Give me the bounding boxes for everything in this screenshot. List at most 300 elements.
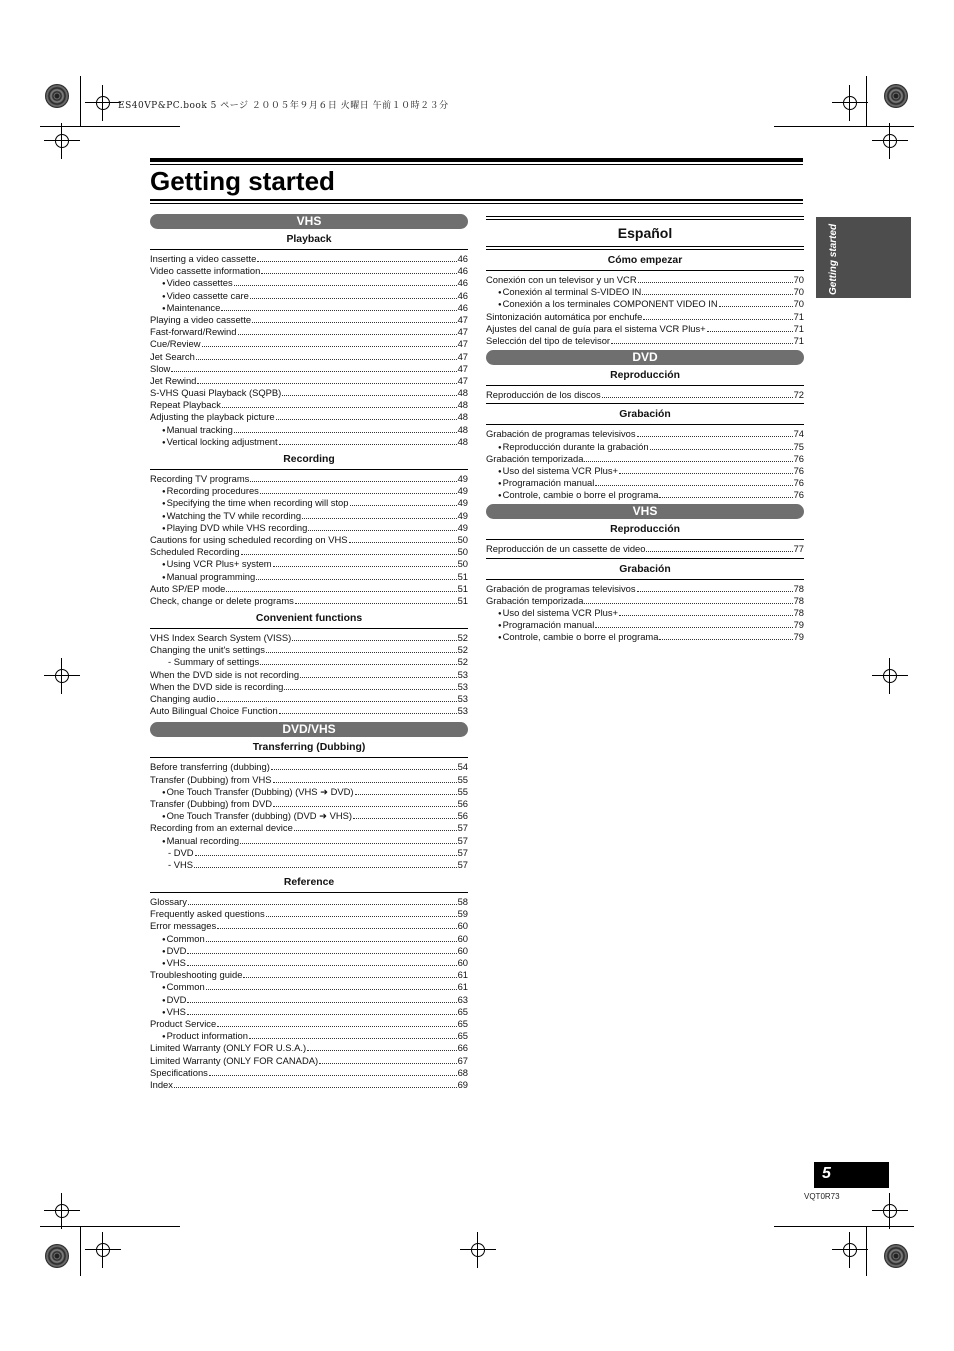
leader-dots — [638, 282, 793, 283]
toc-entry-page: 50 — [457, 533, 468, 545]
toc-entry — [150, 669, 468, 681]
toc-entry — [150, 632, 468, 644]
toc-entry-text: Product Service — [150, 1017, 217, 1029]
leader-dots — [273, 806, 456, 807]
toc-entry-page: 66 — [457, 1042, 468, 1054]
toc-english — [150, 214, 468, 1091]
leader-dots — [250, 481, 456, 482]
toc-entry — [150, 510, 468, 522]
toc-entry-page: 67 — [457, 1054, 468, 1066]
toc-entry-text: ● Playing DVD while VHS recording — [162, 522, 307, 535]
crop-mark — [866, 1226, 867, 1276]
toc-entry-page: 61 — [457, 981, 468, 993]
toc-entry-text: ● Reproducción durante la grabación — [498, 441, 649, 454]
toc-entry-page: 52 — [457, 656, 468, 668]
leader-dots — [302, 518, 456, 519]
toc-entry — [150, 1030, 468, 1042]
toc-entry — [150, 656, 468, 668]
leader-dots — [188, 904, 457, 905]
toc-entry — [486, 441, 804, 453]
toc-entry-page: 76 — [793, 452, 804, 464]
toc-entry-text: VHS Index Search System (VISS) — [150, 632, 292, 644]
toc-entry-page: 71 — [793, 334, 804, 346]
toc-entry — [150, 1006, 468, 1018]
subhead-convenient-functions: Convenient functions — [150, 612, 468, 629]
toc-entry — [150, 253, 468, 265]
toc-entry-text: ● Common — [162, 933, 205, 946]
leader-dots — [307, 1050, 456, 1051]
toc-entry-page: 50 — [457, 558, 468, 570]
leader-dots — [659, 497, 792, 498]
title-rule — [150, 203, 803, 204]
toc-entry-page: 65 — [457, 1017, 468, 1029]
page-number: 5 — [822, 1165, 831, 1182]
leader-dots — [584, 603, 792, 604]
toc-entry-page: 51 — [457, 570, 468, 582]
toc-entry-text: ● DVD — [162, 994, 186, 1007]
leader-dots — [637, 591, 793, 592]
crosshair-icon — [872, 658, 908, 694]
leader-dots — [260, 493, 457, 494]
toc-entry-text: ● One Touch Transfer (dubbing) (DVD ➜ VHS) — [162, 810, 352, 823]
toc-entry-text: Specifications — [150, 1066, 208, 1078]
toc-entry — [150, 1055, 468, 1067]
toc-entry-text: Adjusting the playback picture — [150, 411, 275, 423]
toc-entry — [150, 522, 468, 534]
toc-entry-text: ● DVD — [162, 945, 186, 958]
leader-dots — [261, 273, 456, 274]
toc-entry-page: 65 — [457, 1005, 468, 1017]
registration-target-icon — [884, 84, 908, 108]
title-rule — [150, 199, 803, 201]
toc-entry-text: S-VHS Quasi Playback (SQPB) — [150, 387, 282, 399]
toc-entry — [150, 786, 468, 798]
side-tab — [816, 217, 911, 298]
leader-dots — [266, 916, 457, 917]
toc-entry — [150, 847, 468, 859]
toc-entry-page: 77 — [793, 543, 804, 555]
toc-entry-page: 60 — [457, 944, 468, 956]
toc-entry-page: 76 — [793, 477, 804, 489]
toc-entry-page: 49 — [457, 485, 468, 497]
toc-entry-text: Frequently asked questions — [150, 908, 265, 920]
subhead-reproduccion: Reproducción — [486, 369, 804, 386]
leader-dots — [619, 615, 793, 616]
leader-dots — [659, 639, 792, 640]
registration-target-icon — [45, 1244, 69, 1268]
toc-entry-text: Conexión con un televisor y un VCR — [486, 274, 637, 285]
toc-entry — [486, 607, 804, 619]
toc-list — [486, 543, 804, 555]
toc-entry — [486, 631, 804, 643]
toc-entry — [150, 375, 468, 387]
toc-list — [150, 473, 468, 607]
toc-entry-text: ● Maintenance — [162, 302, 220, 315]
section-pill-vhs: VHS — [150, 214, 468, 229]
toc-entry-text: ● Controle, cambie o borre el programa — [498, 489, 658, 502]
leader-dots — [234, 432, 457, 433]
toc-entry-text: Error messages — [150, 920, 217, 932]
toc-entry — [150, 933, 468, 945]
crosshair-icon — [44, 1193, 80, 1229]
toc-entry-text: When the DVD side is recording — [150, 680, 284, 692]
toc-entry-text: Index — [150, 1078, 173, 1090]
toc-entry-page: 60 — [457, 932, 468, 944]
toc-entry-text: Reproducción de un cassette de video — [486, 543, 646, 555]
toc-entry — [150, 338, 468, 350]
toc-entry-page: 65 — [457, 1030, 468, 1042]
leader-dots — [187, 965, 457, 966]
toc-entry — [150, 411, 468, 423]
crop-mark — [774, 126, 914, 127]
toc-entry — [486, 453, 804, 465]
leader-dots — [619, 473, 793, 474]
toc-entry — [486, 619, 804, 631]
spanish-rule — [486, 246, 804, 247]
toc-entry-page: 79 — [793, 631, 804, 643]
document-code: VQT0R73 — [804, 1192, 840, 1201]
toc-entry — [150, 363, 468, 375]
toc-entry-page: 49 — [457, 521, 468, 533]
leader-dots — [646, 551, 792, 552]
toc-list — [150, 253, 468, 448]
toc-entry — [486, 286, 804, 298]
toc-entry-page: 50 — [457, 546, 468, 558]
toc-entry — [486, 298, 804, 310]
leader-dots — [240, 843, 457, 844]
toc-entry-text: Cue/Review — [150, 338, 201, 350]
toc-list — [486, 428, 804, 501]
toc-entry-page: 47 — [457, 362, 468, 374]
toc-entry — [150, 583, 468, 595]
leader-dots — [234, 285, 457, 286]
toc-entry-text: ● Vertical locking adjustment — [162, 436, 278, 449]
crop-mark — [774, 1226, 914, 1227]
leader-dots — [226, 591, 456, 592]
crosshair-icon — [44, 123, 80, 159]
toc-list — [150, 632, 468, 717]
toc-entry-text: Glossary — [150, 896, 187, 908]
leader-dots — [611, 343, 793, 344]
crosshair-icon — [832, 85, 868, 121]
toc-entry-page: 49 — [457, 473, 468, 484]
leader-dots — [266, 652, 457, 653]
toc-entry — [486, 274, 804, 286]
toc-entry-text: Grabación temporizada — [486, 452, 584, 464]
crosshair-icon — [460, 1232, 496, 1268]
crosshair-icon — [44, 658, 80, 694]
leader-dots — [637, 436, 793, 437]
leader-dots — [238, 334, 457, 335]
leader-dots — [257, 261, 456, 262]
toc-entry-page: 51 — [457, 594, 468, 606]
toc-entry-page: 47 — [457, 313, 468, 325]
toc-entry — [150, 399, 468, 411]
crosshair-icon — [872, 1193, 908, 1229]
crosshair-icon — [832, 1232, 868, 1268]
toc-entry — [150, 534, 468, 546]
toc-entry-page: 75 — [793, 440, 804, 452]
toc-entry — [150, 302, 468, 314]
toc-entry — [150, 994, 468, 1006]
leader-dots — [279, 444, 457, 445]
leader-dots — [284, 689, 456, 690]
toc-entry-text: ● Specifying the time when recording will stop — [162, 497, 349, 510]
toc-entry-text: Fast-forward/Rewind — [150, 326, 237, 338]
toc-entry-text: Ajustes del canal de guía para el sistema VCR Plus+ — [486, 322, 706, 334]
crosshair-icon — [85, 85, 121, 121]
toc-entry-text: - Summary of settings — [168, 656, 259, 668]
toc-entry-text: Reproducción de los discos — [486, 389, 601, 401]
toc-entry — [150, 798, 468, 810]
leader-dots — [273, 782, 457, 783]
toc-entry — [486, 323, 804, 335]
toc-entry-page: 74 — [793, 428, 804, 440]
title-rule — [150, 158, 803, 162]
toc-entry — [150, 810, 468, 822]
toc-list — [150, 896, 468, 1091]
toc-entry-text: Playing a video cassette — [150, 313, 252, 325]
toc-entry-page: 72 — [793, 389, 804, 401]
toc-entry — [150, 908, 468, 920]
toc-entry-text: ● Video cassettes — [162, 277, 233, 290]
toc-entry — [150, 473, 468, 485]
toc-entry-page: 57 — [457, 822, 468, 834]
toc-entry-page: 61 — [457, 969, 468, 981]
toc-entry-text: Recording from an external device — [150, 822, 293, 834]
toc-entry-page: 57 — [457, 858, 468, 870]
leader-dots — [195, 855, 457, 856]
toc-entry-text: Transfer (Dubbing) from VHS — [150, 773, 272, 785]
toc-entry-page: 76 — [793, 489, 804, 501]
toc-entry — [150, 774, 468, 786]
toc-entry-text: ● Common — [162, 981, 205, 994]
crop-mark — [40, 1226, 180, 1227]
leader-dots — [171, 371, 456, 372]
leader-dots — [595, 627, 792, 628]
leader-dots — [217, 928, 456, 929]
leader-dots — [292, 640, 456, 641]
toc-entry-page: 47 — [457, 350, 468, 362]
section-pill-vhs-es: VHS — [486, 504, 804, 519]
toc-entry-text: ● Manual tracking — [162, 424, 233, 437]
toc-entry-page: 60 — [457, 920, 468, 932]
toc-entry — [150, 595, 468, 607]
toc-entry-page: 68 — [457, 1066, 468, 1078]
toc-entry-text: ● Video cassette care — [162, 290, 249, 303]
toc-entry-text: Slow — [150, 362, 171, 374]
toc-entry — [150, 1079, 468, 1091]
toc-entry-page: 70 — [793, 286, 804, 298]
toc-entry-page: 70 — [793, 274, 804, 285]
leader-dots — [273, 566, 457, 567]
leader-dots — [350, 505, 457, 506]
toc-entry-text: Changing the unit's settings — [150, 644, 265, 656]
toc-entry — [486, 428, 804, 440]
toc-entry — [150, 1067, 468, 1079]
toc-entry-text: Jet Rewind — [150, 374, 197, 386]
leader-dots — [353, 818, 457, 819]
toc-entry-text: Troubleshooting guide — [150, 969, 243, 981]
toc-spanish — [486, 216, 804, 644]
toc-entry — [150, 424, 468, 436]
toc-entry-text: Grabación de programas televisivos — [486, 428, 636, 440]
toc-entry-text: ● Controle, cambie o borre el programa — [498, 631, 658, 644]
toc-entry-page: 48 — [457, 387, 468, 399]
toc-entry-page: 70 — [793, 298, 804, 310]
toc-entry-page: 76 — [793, 464, 804, 476]
toc-entry — [150, 761, 468, 773]
spanish-rule — [486, 219, 804, 220]
subhead-transferring: Transferring (Dubbing) — [150, 741, 468, 758]
toc-entry — [150, 1042, 468, 1054]
toc-entry-text: Limited Warranty (ONLY FOR CANADA) — [150, 1054, 319, 1066]
leader-dots — [584, 461, 792, 462]
toc-entry-page: 69 — [457, 1078, 468, 1090]
leader-dots — [707, 331, 793, 332]
toc-entry — [486, 477, 804, 489]
toc-entry-page: 46 — [457, 253, 468, 264]
toc-entry-text: Check, change or delete programs — [150, 594, 294, 606]
toc-entry — [150, 705, 468, 717]
toc-entry-page: 57 — [457, 846, 468, 858]
toc-entry-text: ● Uso del sistema VCR Plus+ — [498, 607, 618, 620]
toc-entry-page: 51 — [457, 582, 468, 594]
toc-entry — [486, 465, 804, 477]
leader-dots — [250, 298, 457, 299]
toc-entry-text: Video cassette information — [150, 265, 261, 277]
leader-dots — [241, 554, 457, 555]
leader-dots — [252, 322, 456, 323]
leader-dots — [222, 407, 457, 408]
leader-dots — [279, 713, 457, 714]
toc-entry — [150, 485, 468, 497]
leader-dots — [221, 310, 456, 311]
leader-dots — [271, 769, 457, 770]
leader-dots — [642, 294, 792, 295]
toc-entry — [150, 277, 468, 289]
leader-dots — [249, 1038, 457, 1039]
toc-entry — [150, 326, 468, 338]
leader-dots — [595, 485, 792, 486]
toc-entry-text: Repeat Playback — [150, 399, 221, 411]
toc-entry-page: 57 — [457, 834, 468, 846]
toc-entry — [486, 595, 804, 607]
page-title: Getting started — [150, 166, 335, 196]
toc-entry — [150, 859, 468, 871]
toc-entry-text: Cautions for using scheduled recording on VHS — [150, 533, 348, 545]
toc-entry — [486, 311, 804, 323]
toc-entry — [486, 583, 804, 595]
toc-entry — [150, 387, 468, 399]
subhead-reproduccion-vhs: Reproducción — [486, 523, 804, 540]
registration-target-icon — [45, 84, 69, 108]
toc-entry-page: 52 — [457, 632, 468, 644]
leader-dots — [194, 867, 457, 868]
toc-entry — [150, 835, 468, 847]
toc-entry-text: Limited Warranty (ONLY FOR U.S.A.) — [150, 1042, 307, 1054]
crosshair-icon — [872, 123, 908, 159]
section-pill-dvd-vhs: DVD/VHS — [150, 722, 468, 737]
toc-list — [486, 274, 804, 347]
toc-entry — [486, 389, 804, 401]
leader-dots — [217, 701, 457, 702]
toc-entry-text: ● Product information — [162, 1030, 248, 1043]
crop-mark — [40, 126, 180, 127]
toc-entry-page: 55 — [457, 773, 468, 785]
toc-entry — [150, 693, 468, 705]
toc-entry-page: 78 — [793, 607, 804, 618]
leader-dots — [197, 383, 456, 384]
toc-entry-text: ● Conexión a los terminales COMPONENT VIDEO IN — [498, 298, 718, 311]
spanish-rule — [486, 249, 804, 250]
page-number-box — [814, 1162, 889, 1188]
leader-dots — [209, 1075, 457, 1076]
toc-entry — [150, 558, 468, 570]
toc-entry-text: Before transferring (dubbing) — [150, 761, 270, 773]
toc-entry — [150, 546, 468, 558]
toc-entry — [150, 290, 468, 302]
toc-entry-text: Changing audio — [150, 693, 216, 704]
toc-entry-text: ● VHS — [162, 957, 186, 970]
toc-entry — [150, 351, 468, 363]
toc-list — [150, 761, 468, 871]
toc-entry-text: ● VHS — [162, 1006, 186, 1019]
toc-entry-text: ● Programación manual — [498, 619, 594, 632]
toc-entry-text: ● One Touch Transfer (Dubbing) (VHS ➜ DVD) — [162, 786, 354, 799]
leader-dots — [260, 664, 456, 665]
toc-entry-page: 46 — [457, 289, 468, 301]
toc-entry-text: - DVD — [168, 847, 194, 859]
toc-entry-page: 60 — [457, 957, 468, 968]
subhead-grabacion-vhs: Grabación — [486, 563, 804, 580]
toc-entry-text: Grabación temporizada — [486, 594, 584, 606]
toc-entry-page: 48 — [457, 399, 468, 411]
toc-list — [486, 583, 804, 644]
toc-entry-page: 47 — [457, 326, 468, 338]
spanish-title: Español — [617, 225, 673, 241]
toc-entry-page: 48 — [457, 411, 468, 423]
toc-entry-page: 46 — [457, 265, 468, 277]
toc-entry-page: 54 — [457, 761, 468, 773]
toc-entry — [150, 981, 468, 993]
subhead-recording: Recording — [150, 453, 468, 470]
leader-dots — [282, 395, 456, 396]
leader-dots — [276, 419, 457, 420]
toc-entry-text: ● Using VCR Plus+ system — [162, 558, 272, 571]
section-pill-dvd: DVD — [486, 350, 804, 365]
subhead-playback: Playback — [150, 233, 468, 250]
subhead-reference: Reference — [150, 876, 468, 893]
toc-entry-text: ● Watching the TV while recording — [162, 510, 301, 523]
leader-dots — [349, 542, 457, 543]
toc-entry-page: 78 — [793, 582, 804, 594]
toc-entry-page: 47 — [457, 338, 468, 350]
toc-entry — [150, 969, 468, 981]
leader-dots — [187, 1014, 457, 1015]
toc-entry-page: 79 — [793, 619, 804, 631]
toc-entry — [150, 314, 468, 326]
subhead-como-empezar: Cómo empezar — [486, 254, 804, 271]
leader-dots — [650, 449, 793, 450]
leader-dots — [196, 359, 457, 360]
toc-entry-text: - VHS — [168, 859, 193, 871]
toc-entry-text: Auto SP/EP mode — [150, 582, 226, 594]
toc-entry-page: 49 — [457, 497, 468, 509]
leader-dots — [319, 1063, 456, 1064]
leader-dots — [300, 677, 457, 678]
crop-mark — [80, 76, 81, 126]
